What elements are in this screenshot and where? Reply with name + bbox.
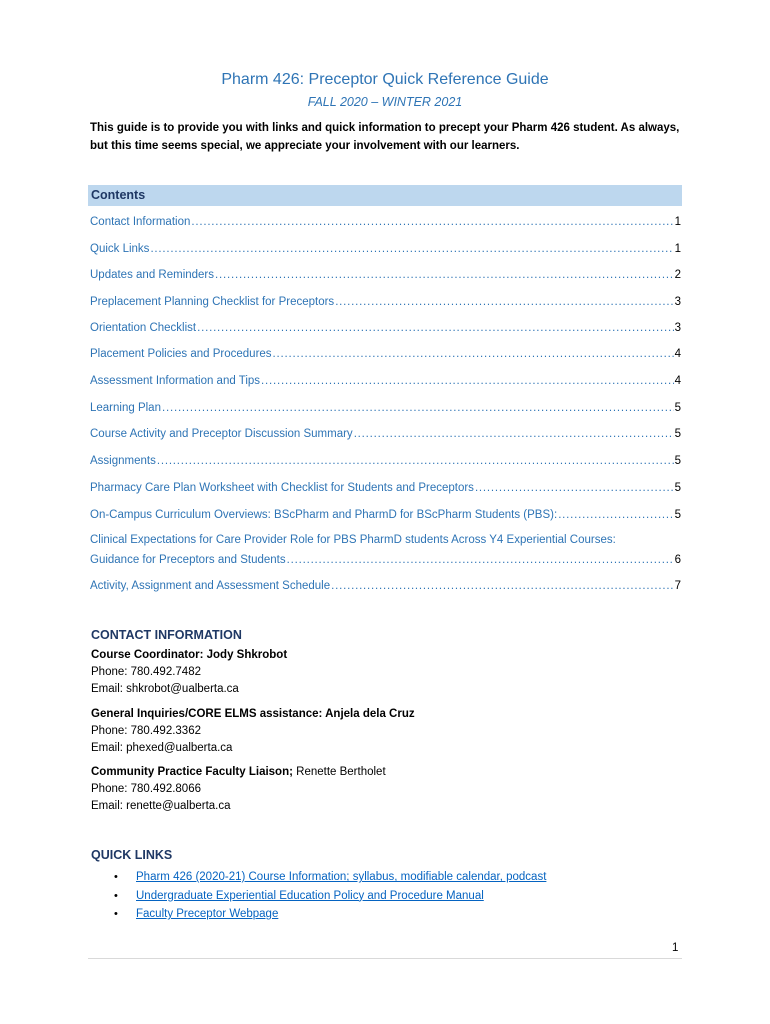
toc-entry-care-plan-worksheet[interactable] xyxy=(90,478,681,498)
toc-page-number: 3 xyxy=(674,296,681,308)
toc-page-number: 6 xyxy=(674,554,681,566)
toc-entry-contact-information[interactable] xyxy=(90,212,681,232)
toc-entry-course-activity[interactable] xyxy=(90,424,681,444)
list-item xyxy=(114,905,546,924)
toc-entry-label: Quick Links xyxy=(90,243,150,255)
toc-entry-label: Assessment Information and Tips xyxy=(90,375,261,387)
toc-entry-label: Activity, Assignment and Assessment Schedule xyxy=(90,580,331,592)
toc-page-number: 1 xyxy=(674,243,681,255)
list-item xyxy=(114,887,546,906)
toc-page-number: 4 xyxy=(674,348,681,360)
toc-entry-curriculum-overviews[interactable] xyxy=(90,505,681,525)
toc-leader-dots xyxy=(191,212,673,232)
toc-entry-label: Assignments xyxy=(90,455,156,467)
toc-leader-dots xyxy=(162,398,674,418)
liaison-label: Community Practice Faculty Liaison; xyxy=(91,766,293,778)
page-title: Pharm 426: Preceptor Quick Reference Guide xyxy=(221,71,549,88)
bullet-icon: • xyxy=(114,889,118,902)
toc-leader-dots xyxy=(558,505,673,525)
toc-entry-learning-plan[interactable] xyxy=(90,398,681,418)
coordinator-contact xyxy=(91,647,287,698)
toc-leader-dots xyxy=(331,576,673,596)
toc-entry-label: Placement Policies and Procedures xyxy=(90,348,272,360)
toc-page-number: 3 xyxy=(674,322,681,334)
toc-page-number: 5 xyxy=(674,482,681,494)
coordinator-email: Email: shkrobot@ualberta.ca xyxy=(91,683,239,695)
toc-leader-dots xyxy=(273,344,674,364)
inquiries-label: General Inquiries/CORE ELMS assistance: Anjela dela Cruz xyxy=(91,708,415,720)
toc-leader-dots xyxy=(261,371,674,391)
contents-heading: Contents xyxy=(91,188,146,202)
list-item xyxy=(114,868,546,887)
toc-entry-updates-and-reminders[interactable] xyxy=(90,265,681,285)
toc-entry-label: Updates and Reminders xyxy=(90,269,215,281)
toc-page-number: 5 xyxy=(674,402,681,414)
liaison-contact xyxy=(91,764,386,815)
bullet-icon: • xyxy=(114,908,118,920)
toc-page-number: 2 xyxy=(674,269,681,281)
bullet-icon: • xyxy=(114,871,118,883)
quick-links-heading: QUICK LINKS xyxy=(91,848,173,862)
policy-manual-link[interactable]: Undergraduate Experiential Education Policy and Procedure Manual xyxy=(136,889,484,902)
toc-entry-assessment-information[interactable] xyxy=(90,371,681,391)
toc-entry-label: On-Campus Curriculum Overviews: BScPharm and PharmD for BScPharm Students (PBS): xyxy=(90,509,558,521)
contact-heading: CONTACT INFORMATION xyxy=(91,628,242,642)
toc-entry-assignments[interactable] xyxy=(90,451,681,471)
contents-heading-bar xyxy=(88,185,682,206)
toc-entry-label: Guidance for Preceptors and Students xyxy=(90,554,286,566)
toc-entry-label: Orientation Checklist xyxy=(90,322,197,334)
toc-leader-dots xyxy=(475,478,674,498)
course-information-link[interactable]: Pharm 426 (2020-21) Course Information; syllabus, modifiable calendar, podcast xyxy=(136,871,547,883)
toc-leader-dots xyxy=(335,292,673,312)
toc-entry-label: Pharmacy Care Plan Worksheet with Checklist for Students and Preceptors xyxy=(90,482,474,494)
toc-page-number: 5 xyxy=(674,509,681,521)
toc-entry-label: Preplacement Planning Checklist for Preceptors xyxy=(90,296,335,308)
preceptor-webpage-link[interactable]: Faculty Preceptor Webpage xyxy=(136,908,279,920)
toc-entry-label: Contact Information xyxy=(90,216,191,228)
toc-entry-placement-policies[interactable] xyxy=(90,344,681,364)
toc-entry-label: Learning Plan xyxy=(90,402,161,414)
liaison-phone: Phone: 780.492.8066 xyxy=(91,783,201,795)
inquiries-email: Email: phexed@ualberta.ca xyxy=(91,742,233,754)
toc-page-number: 1 xyxy=(674,216,681,228)
toc-page-number: 7 xyxy=(674,580,681,592)
coordinator-phone: Phone: 780.492.7482 xyxy=(91,666,201,678)
toc-page-number: 4 xyxy=(674,375,681,387)
toc-entry-clinical-expectations[interactable] xyxy=(90,530,681,570)
toc-entry-orientation-checklist[interactable] xyxy=(90,318,681,338)
toc-page-number: 5 xyxy=(674,455,681,467)
toc-entry-preplacement-checklist[interactable] xyxy=(90,292,681,312)
liaison-email: Email: renette@ualberta.ca xyxy=(91,800,231,812)
toc-leader-dots xyxy=(287,550,674,570)
intro-paragraph: This guide is to provide you with links and quick information to precept your Pharm 426 student. As always, but this time seems special, we appreciate your involvement with our learners. xyxy=(90,122,680,152)
toc-leader-dots xyxy=(150,239,673,259)
inquiries-contact xyxy=(91,706,415,757)
toc-entry-quick-links[interactable] xyxy=(90,239,681,259)
inquiries-phone: Phone: 780.492.3362 xyxy=(91,725,201,737)
toc-page-number: 5 xyxy=(674,428,681,440)
liaison-name: Renette Bertholet xyxy=(292,766,386,778)
quick-links-list xyxy=(114,868,546,924)
toc-entry-label: Course Activity and Preceptor Discussion Summary xyxy=(90,428,353,440)
page-subtitle: FALL 2020 – WINTER 2021 xyxy=(307,95,463,109)
toc-leader-dots xyxy=(215,265,674,285)
toc-leader-dots xyxy=(354,424,674,444)
toc-entry-label-line1: Clinical Expectations for Care Provider Role for PBS PharmD students Across Y4 Experiential Courses: xyxy=(90,534,616,546)
footer-divider xyxy=(88,958,682,959)
toc-entry-activity-schedule[interactable] xyxy=(90,576,681,596)
toc-leader-dots xyxy=(197,318,673,338)
coordinator-label: Course Coordinator: Jody Shkrobot xyxy=(91,649,288,661)
page-number: 1 xyxy=(672,942,679,954)
toc-leader-dots xyxy=(157,451,674,471)
